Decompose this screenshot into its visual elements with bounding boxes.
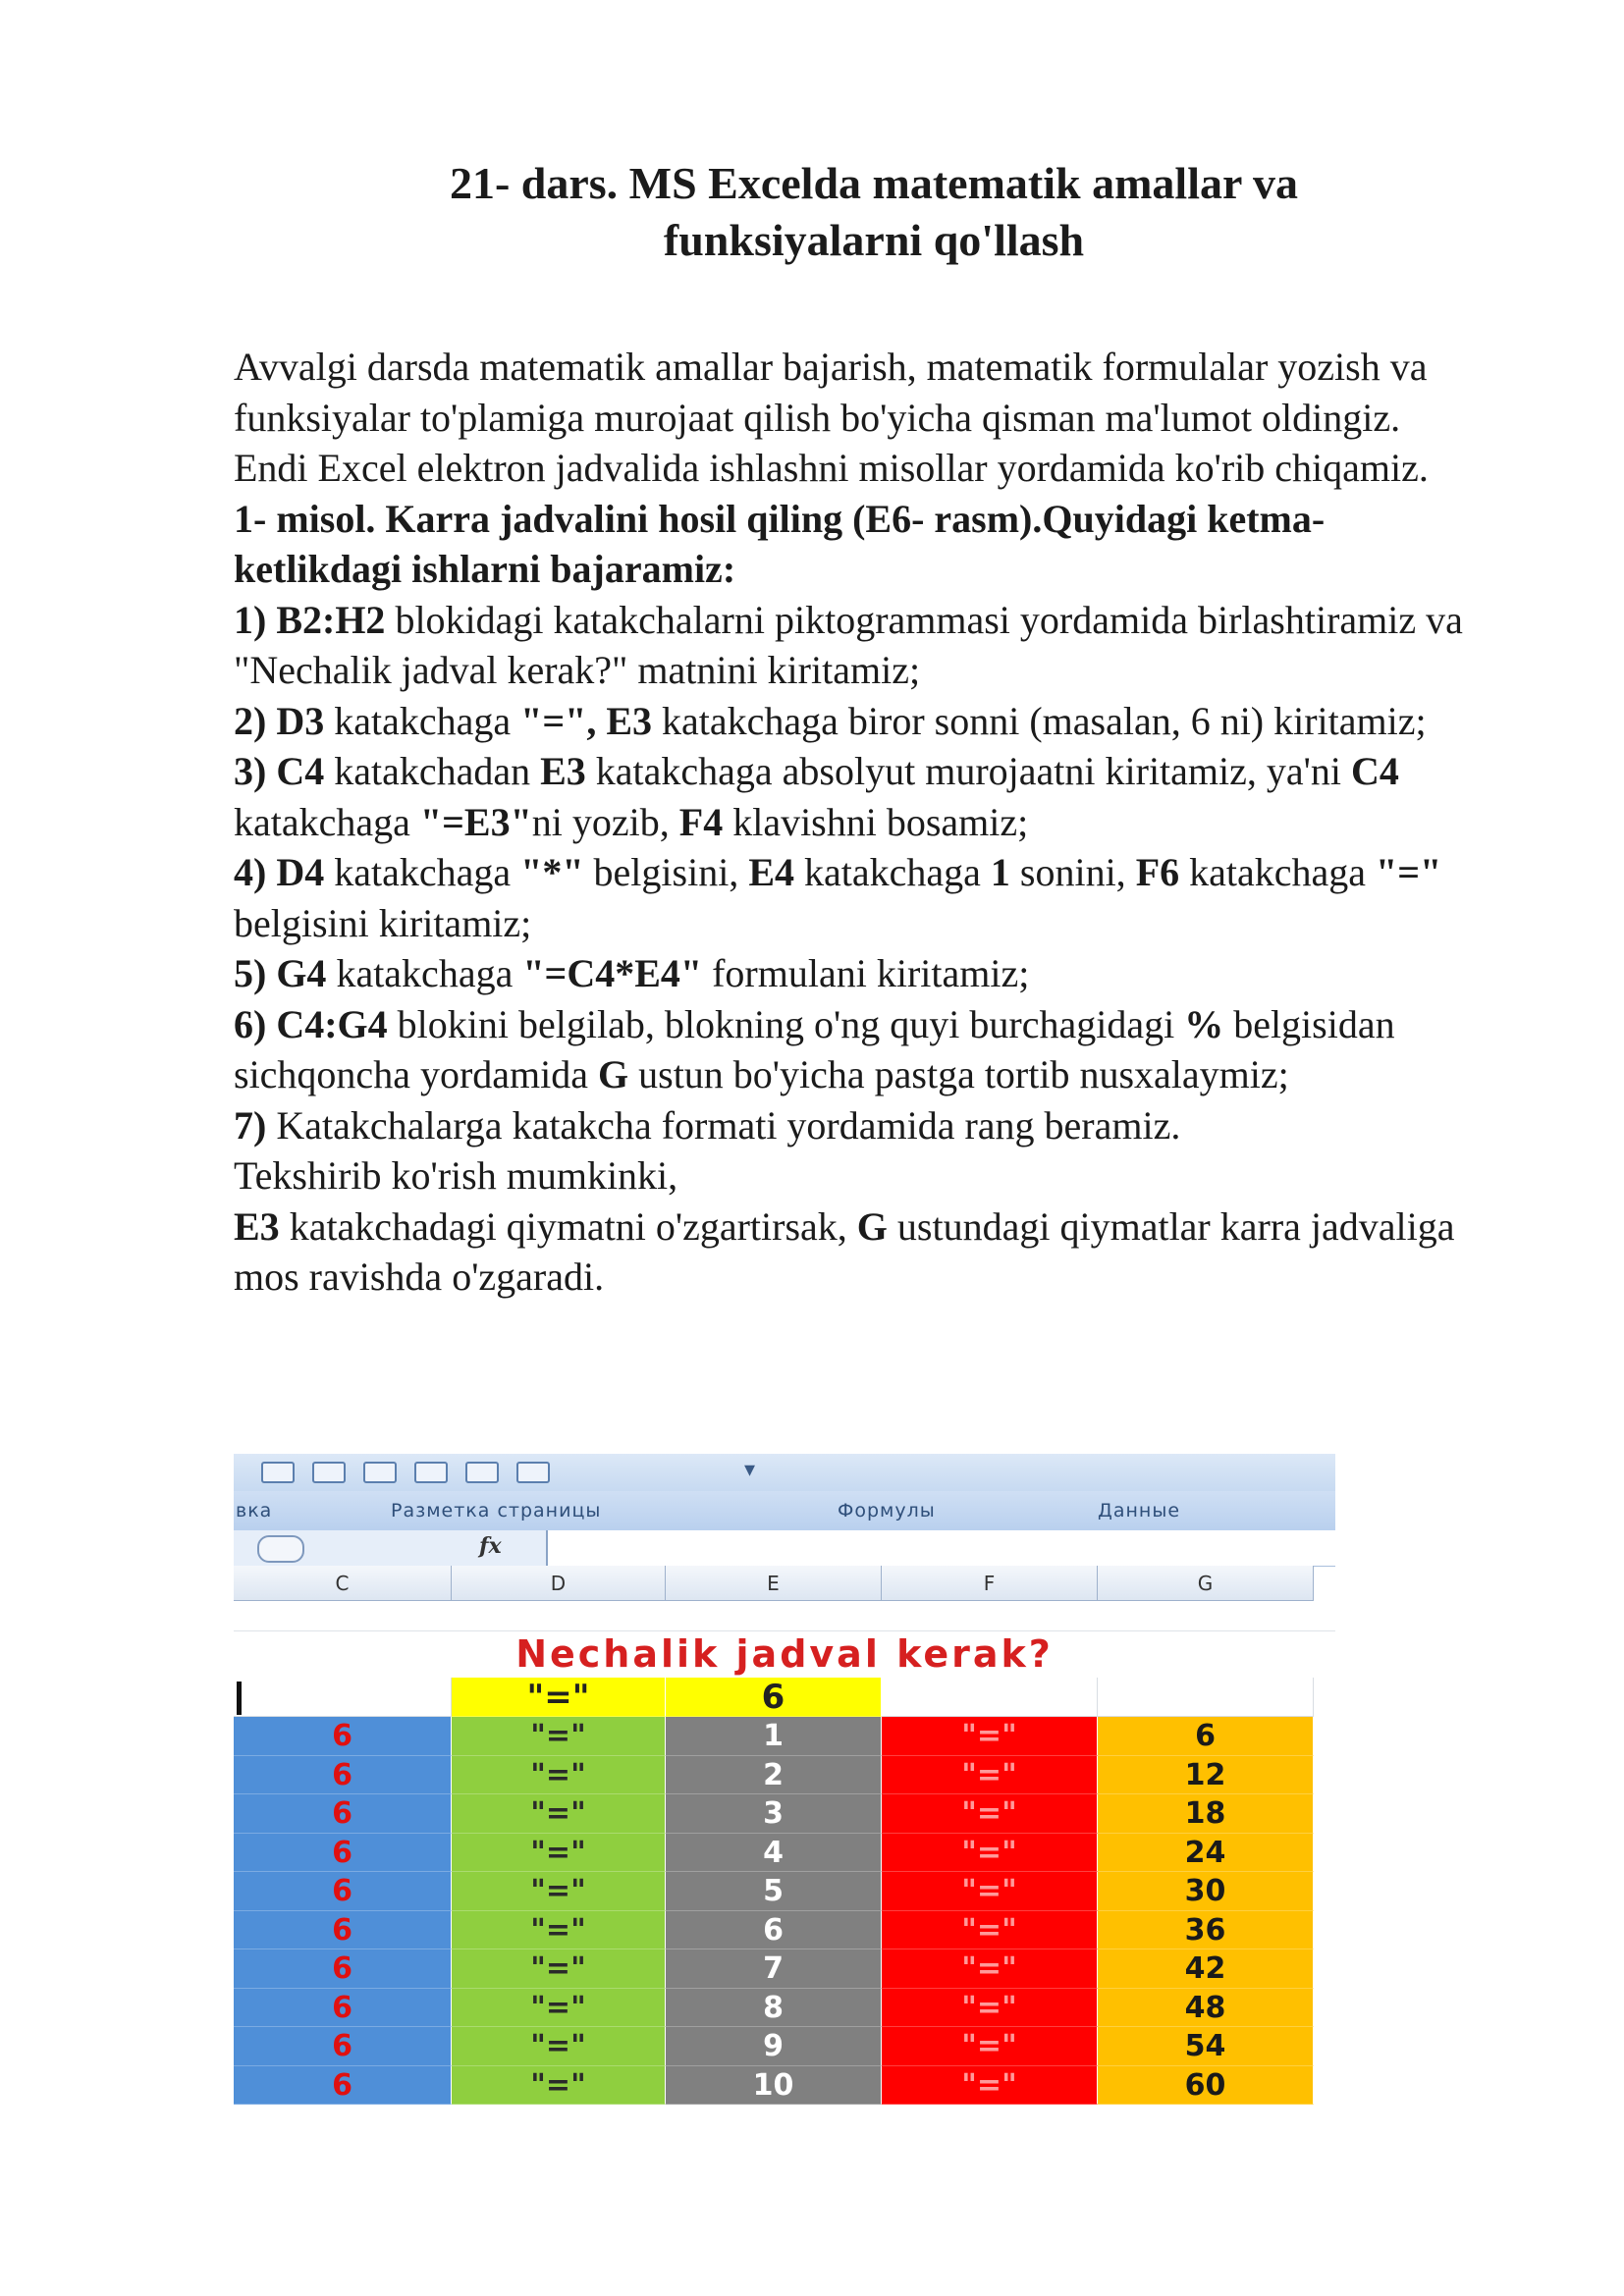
title-line-1: 21- dars. MS Excelda matematik amallar va xyxy=(449,158,1299,208)
empty-row xyxy=(234,1601,1335,1631)
merged-heading-cell[interactable]: Nechalik jadval kerak? xyxy=(515,1632,1054,1676)
cell-f12[interactable]: "=" xyxy=(882,2027,1098,2066)
cell-d7[interactable]: "=" xyxy=(452,1834,666,1873)
cell-c8[interactable]: 6 xyxy=(234,1872,452,1911)
cell-f6[interactable]: "=" xyxy=(882,1794,1098,1834)
tab-data[interactable]: Данные xyxy=(1098,1500,1181,1522)
spell-check-icon[interactable] xyxy=(516,1462,550,1483)
intro-paragraph: Avvalgi darsda matematik amallar bajarish, matematik formulalar yozish va funksiyalar to'plamiga murojaat qilish bo'yicha qisman ma'lumot oldingiz. Endi Excel elektron jadvalida ishlashni misollar yordamida ko'rib chiqamiz. xyxy=(234,345,1429,490)
title-line-2: funksiyalarni qo'llash xyxy=(663,215,1085,265)
cell-c11[interactable]: 6 xyxy=(234,1989,452,2028)
final-line: E3 katakchadagi qiymatni o'zgartirsak, G ustundagi qiymatlar karra jadvaliga mos ravishda o'zgaradi. xyxy=(234,1203,1455,1299)
check-line: Tekshirib ko'rish mumkinki, xyxy=(234,1153,678,1198)
example-heading: 1- misol. Karra jadvalini hosil qiling (E6- rasm).Quyidagi ketma-ketlikdagi ishlarni bajaramiz: xyxy=(234,496,1326,591)
excel-screenshot xyxy=(234,1454,1335,2137)
cell-d8[interactable]: "=" xyxy=(452,1872,666,1911)
cell-e10[interactable]: 7 xyxy=(666,1949,882,1989)
cell-g4[interactable]: 6 xyxy=(1098,1717,1314,1756)
step-7: 7) Katakchalarga katakcha formati yordamida rang beramiz. xyxy=(234,1102,1181,1148)
cell-d5[interactable]: "=" xyxy=(452,1756,666,1795)
cell-g3[interactable] xyxy=(1098,1678,1314,1717)
cell-c12[interactable]: 6 xyxy=(234,2027,452,2066)
column-header-d[interactable]: D xyxy=(452,1566,666,1601)
cell-d9[interactable]: "=" xyxy=(452,1911,666,1950)
cell-d3[interactable]: "=" xyxy=(452,1678,666,1717)
cell-e13[interactable]: 10 xyxy=(666,2066,882,2106)
cell-e5[interactable]: 2 xyxy=(666,1756,882,1795)
cell-g8[interactable]: 30 xyxy=(1098,1872,1314,1911)
cell-f3[interactable] xyxy=(882,1678,1098,1717)
cell-c7[interactable]: 6 xyxy=(234,1834,452,1873)
cell-d6[interactable]: "=" xyxy=(452,1794,666,1834)
cell-d10[interactable]: "=" xyxy=(452,1949,666,1989)
grid-icon[interactable] xyxy=(261,1462,295,1483)
cell-e12[interactable]: 9 xyxy=(666,2027,882,2066)
cell-g12[interactable]: 54 xyxy=(1098,2027,1314,2066)
cell-g9[interactable]: 36 xyxy=(1098,1911,1314,1950)
cell-f13[interactable]: "=" xyxy=(882,2066,1098,2106)
cell-e7[interactable]: 4 xyxy=(666,1834,882,1873)
column-header-f[interactable]: F xyxy=(882,1566,1098,1601)
cell-d4[interactable]: "=" xyxy=(452,1717,666,1756)
cell-f7[interactable]: "=" xyxy=(882,1834,1098,1873)
formula-bar xyxy=(234,1530,1335,1567)
column-header-c[interactable]: C xyxy=(234,1566,452,1601)
tab-formulas[interactable]: Формулы xyxy=(838,1500,936,1522)
cell-e6[interactable]: 3 xyxy=(666,1794,882,1834)
cell-c10[interactable]: 6 xyxy=(234,1949,452,1989)
step-3: 3) C4 katakchadan E3 katakchaga absolyut murojaatni kiritamiz, ya'ni C4 katakchaga "=E3"ni yozib, F4 klavishni bosamiz; xyxy=(234,749,1399,844)
cell-e9[interactable]: 6 xyxy=(666,1911,882,1950)
text-cursor xyxy=(237,1682,242,1715)
cell-f4[interactable]: "=" xyxy=(882,1717,1098,1756)
cell-f5[interactable]: "=" xyxy=(882,1756,1098,1795)
body-text xyxy=(234,342,1471,1303)
chevron-down-icon[interactable]: ▾ xyxy=(744,1458,756,1482)
cell-e3[interactable]: 6 xyxy=(666,1678,882,1717)
cell-c6[interactable]: 6 xyxy=(234,1794,452,1834)
cell-f11[interactable]: "=" xyxy=(882,1989,1098,2028)
cell-d11[interactable]: "=" xyxy=(452,1989,666,2028)
page-title xyxy=(236,155,1512,269)
cell-c4[interactable]: 6 xyxy=(234,1717,452,1756)
name-box[interactable] xyxy=(257,1535,304,1563)
tab-page-layout[interactable]: Разметка страницы xyxy=(391,1500,602,1522)
cell-g7[interactable]: 24 xyxy=(1098,1834,1314,1873)
step-4: 4) D4 katakchaga "*" belgisini, E4 katakchaga 1 sonini, F6 katakchaga "=" belgisini kiritamiz; xyxy=(234,850,1442,945)
step-5: 5) G4 katakchaga "=C4*E4" formulani kiritamiz; xyxy=(234,951,1030,995)
cell-g11[interactable]: 48 xyxy=(1098,1989,1314,2028)
cell-c13[interactable]: 6 xyxy=(234,2066,452,2106)
cell-e11[interactable]: 8 xyxy=(666,1989,882,2028)
cell-c5[interactable]: 6 xyxy=(234,1756,452,1795)
step-6: 6) C4:G4 blokini belgilab, blokning o'ng quyi burchagidagi % belgisidan sichqoncha yordamida G ustun bo'yicha pastga tortib nusxalaymiz; xyxy=(234,1001,1395,1096)
cell-c3[interactable] xyxy=(234,1678,452,1717)
formula-input[interactable] xyxy=(546,1530,1335,1566)
open-folder-icon[interactable] xyxy=(414,1462,448,1483)
step-1: 1) B2:H2 blokidagi katakchalarni piktogrammasi yordamida birlashtiramiz va "Nechalik jadval kerak?" matnini kiritamiz; xyxy=(234,597,1463,692)
cell-f9[interactable]: "=" xyxy=(882,1911,1098,1950)
ribbon-tabs xyxy=(234,1491,1335,1531)
column-header-g[interactable]: G xyxy=(1098,1566,1314,1601)
cell-g6[interactable]: 18 xyxy=(1098,1794,1314,1834)
step-2: 2) D3 katakchaga "=", E3 katakchaga biror sonni (masalan, 6 ni) kiritamiz; xyxy=(234,698,1427,743)
cell-d13[interactable]: "=" xyxy=(452,2066,666,2106)
print-preview-icon[interactable] xyxy=(312,1462,346,1483)
tab-insert[interactable]: вка xyxy=(236,1500,273,1522)
cell-g5[interactable]: 12 xyxy=(1098,1756,1314,1795)
cell-f8[interactable]: "=" xyxy=(882,1872,1098,1911)
cell-c9[interactable]: 6 xyxy=(234,1911,452,1950)
cell-g13[interactable]: 60 xyxy=(1098,2066,1314,2106)
fx-icon[interactable]: fx xyxy=(479,1533,502,1559)
column-header-e[interactable]: E xyxy=(666,1566,882,1601)
cell-f10[interactable]: "=" xyxy=(882,1949,1098,1989)
cell-e4[interactable]: 1 xyxy=(666,1717,882,1756)
cell-g10[interactable]: 42 xyxy=(1098,1949,1314,1989)
cell-d12[interactable]: "=" xyxy=(452,2027,666,2066)
copy-icon[interactable] xyxy=(363,1462,397,1483)
printer-icon[interactable] xyxy=(465,1462,499,1483)
quick-access-toolbar xyxy=(234,1454,1335,1491)
cell-e8[interactable]: 5 xyxy=(666,1872,882,1911)
